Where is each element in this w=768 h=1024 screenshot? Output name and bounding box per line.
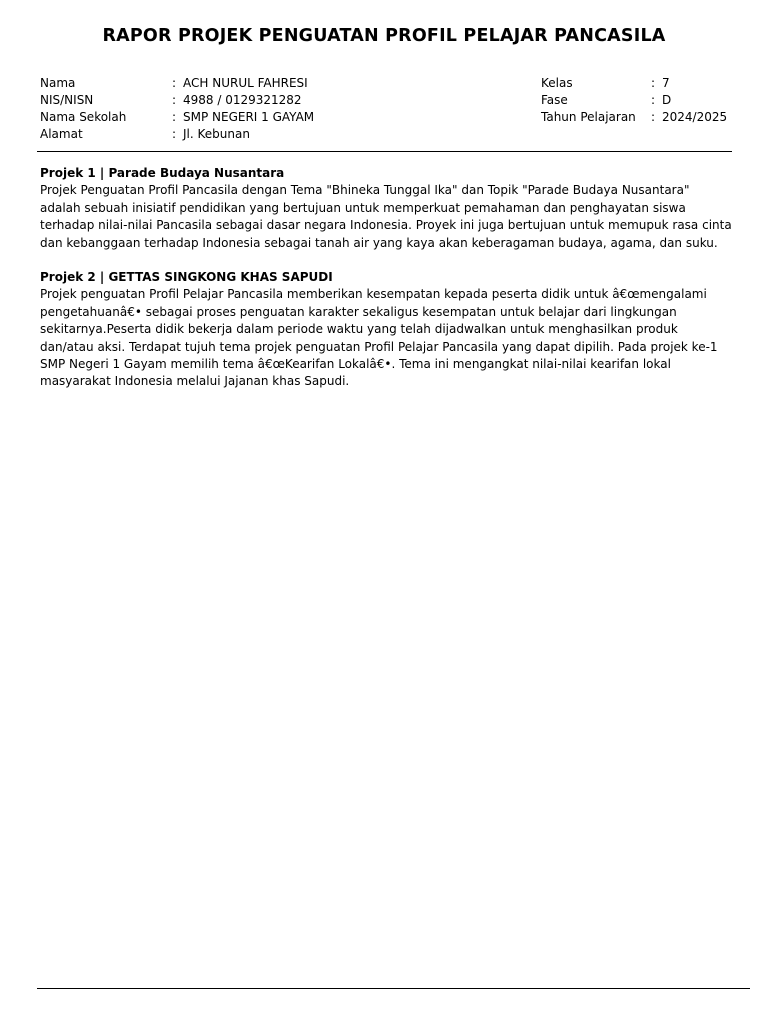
info-value: 2024/2025 [662, 110, 728, 124]
project-description: Projek Penguatan Profil Pancasila dengan Tema "Bhineka Tunggal Ika" dan Topik "Parade Budaya Nusantara" adalah sebuah inisiatif pendidikan yang bertujuan untuk memperkuat pemahaman dan penghayatan siswa terhadap nilai-nilai Pancasila sebagai dasar negara Indonesia. Proyek ini juga bertujuan untuk memupuk rasa cinta dan kebanggaan terhadap Indonesia sebagai tanah air yang kaya akan keberagaman budaya, agama, dan suku. [40, 183, 732, 250]
info-row-alamat [40, 126, 520, 143]
footer-divider [37, 988, 750, 989]
project-title: Projek 1 | Parade Budaya Nusantara [40, 166, 285, 180]
info-label: Tahun Pelajaran [541, 110, 636, 124]
info-colon: : [172, 110, 177, 124]
info-colon: : [651, 93, 656, 107]
info-value: 4988 / 0129321282 [183, 93, 302, 107]
info-label: Nama Sekolah [40, 110, 127, 124]
info-label: Fase [541, 93, 568, 107]
info-row-fase [541, 92, 761, 109]
info-label: NIS/NISN [40, 93, 94, 107]
info-colon: : [172, 93, 177, 107]
project-description: Projek penguatan Profil Pelajar Pancasila memberikan kesempatan kepada peserta didik untuk â€œmengalami pengetahuanâ€• sebagai proses penguatan karakter sekaligus kesempatan untuk belajar dari lingkungan sekitarnya.Peserta didik bekerja dalam periode waktu yang telah dijadwalkan untuk menghasilkan produk dan/atau aksi. Terdapat tujuh tema projek penguatan Profil Pelajar Pancasila yang dapat dipilih. Pada projek ke-1 SMP Negeri 1 Gayam memilih tema â€œKearifan Lokalâ€•. Tema ini mengangkat nilai-nilai kearifan lokal masyarakat Indonesia melalui Jajanan khas Sapudi. [40, 287, 718, 389]
project-item [40, 165, 732, 252]
info-label: Nama [40, 76, 76, 90]
info-colon: : [651, 76, 656, 90]
header-divider [37, 151, 732, 152]
info-row-kelas [541, 75, 761, 92]
info-row-nama-sekolah [40, 109, 520, 126]
info-row-tahun-pelajaran [541, 109, 761, 126]
project-item [40, 269, 732, 391]
info-value: D [662, 93, 672, 107]
info-label: Alamat [40, 127, 83, 141]
info-row-nis-nisn [40, 92, 520, 109]
project-title: Projek 2 | GETTAS SINGKONG KHAS SAPUDI [40, 270, 333, 285]
info-colon: : [172, 76, 177, 90]
info-colon: : [172, 127, 177, 141]
student-info-left [40, 75, 520, 143]
info-colon: : [651, 110, 656, 124]
info-row-nama [40, 75, 520, 92]
projects-section [40, 165, 732, 408]
info-value: Jl. Kebunan [183, 127, 250, 141]
info-value: 7 [662, 76, 670, 90]
page-title: RAPOR PROJEK PENGUATAN PROFIL PELAJAR PANCASILA [102, 26, 666, 46]
info-value: SMP NEGERI 1 GAYAM [183, 110, 315, 124]
student-info-right [541, 75, 761, 126]
info-value: ACH NURUL FAHRESI [183, 76, 308, 90]
info-label: Kelas [541, 76, 573, 90]
